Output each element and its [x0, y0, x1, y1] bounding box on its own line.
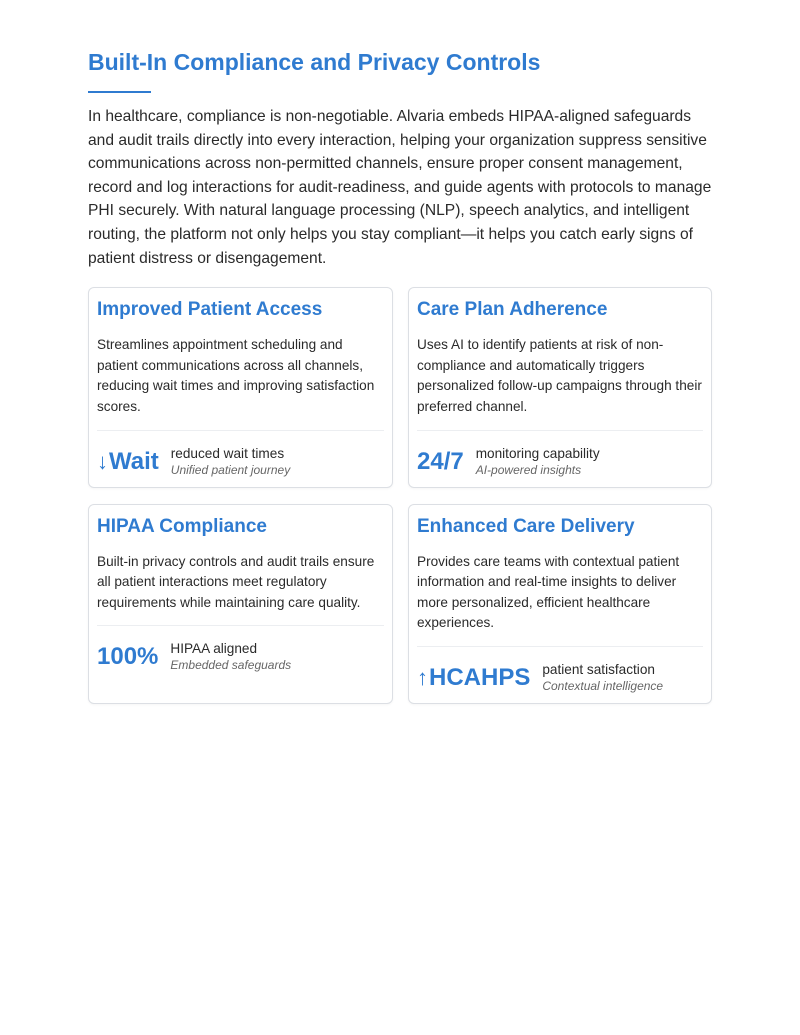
stat-label: monitoring capability — [475, 445, 600, 461]
stat-label: patient satisfaction — [542, 662, 655, 678]
card-title: Enhanced Care Delivery — [417, 515, 635, 537]
stat-value — [417, 663, 530, 693]
stat-subtitle: Unified patient journey — [170, 462, 291, 477]
stat-block — [97, 445, 384, 479]
stat-divider — [97, 625, 384, 626]
title-underline — [88, 91, 151, 93]
stat-value-text: Wait — [109, 447, 159, 475]
stat-block — [417, 445, 703, 479]
stat-block — [97, 640, 384, 674]
stat-value-text: 100% — [97, 643, 159, 671]
arrow-down-icon: ↓ — [97, 448, 108, 474]
feature-card-enhanced-care-delivery — [408, 504, 712, 705]
card-description: Streamlines appointment scheduling and patient communications across all channels, reducing wait times and improving satisfaction scores. — [97, 337, 375, 414]
stat-subtitle: AI-powered insights — [475, 462, 582, 477]
stat-divider — [97, 430, 384, 431]
stat-label: HIPAA aligned — [170, 641, 258, 657]
card-description: Built-in privacy controls and audit trails ensure all patient interactions meet regulatory requirements while maintaining care quality. — [97, 553, 375, 610]
card-title: Improved Patient Access — [97, 299, 323, 321]
stat-value-text: 24/7 — [417, 447, 464, 475]
stat-subtitle: Contextual intelligence — [542, 679, 664, 694]
page-content — [88, 46, 712, 704]
stat-text — [171, 445, 290, 479]
stat-value — [97, 447, 159, 477]
card-description: Uses AI to identify patients at risk of non-compliance and automatically triggers personalized follow-up campaigns through their preferred channel. — [417, 337, 702, 414]
stat-divider — [417, 646, 703, 647]
card-title: Care Plan Adherence — [417, 299, 608, 321]
arrow-up-icon: ↑ — [417, 665, 428, 691]
feature-card-hipaa-compliance — [88, 504, 393, 705]
stat-text — [476, 445, 600, 479]
page-title: Built-In Compliance and Privacy Controls — [88, 49, 541, 75]
stat-value-text: HCAHPS — [429, 664, 531, 692]
feature-card-grid — [88, 287, 712, 704]
card-title: HIPAA Compliance — [97, 515, 267, 537]
stat-subtitle: Embedded safeguards — [170, 658, 292, 673]
stat-divider — [417, 430, 703, 431]
stat-text — [170, 640, 291, 674]
feature-card-improved-patient-access — [88, 287, 393, 487]
stat-text — [542, 661, 663, 695]
stat-block — [417, 661, 703, 695]
stat-value — [417, 447, 464, 477]
stat-label: reduced wait times — [170, 445, 285, 461]
stat-value — [97, 642, 158, 672]
card-description: Provides care teams with contextual patient information and real-time insights to deliver more personalized, efficient healthcare experiences. — [417, 553, 680, 631]
feature-card-care-plan-adherence — [408, 287, 712, 487]
intro-paragraph: In healthcare, compliance is non-negotiable. Alvaria embeds HIPAA-aligned safeguards and audit trails directly into every interaction, helping your organization suppress sensitive communications across non-permitted channels, ensure proper consent management, record and log interactions for audit-readiness, and guide agents with protocols to manage PHI securely. With natural language processing (NLP), speech analytics, and intelligent routing, the platform not only helps you stay compliant—it helps you catch early signs of patient distress or disengagement. — [88, 108, 712, 267]
